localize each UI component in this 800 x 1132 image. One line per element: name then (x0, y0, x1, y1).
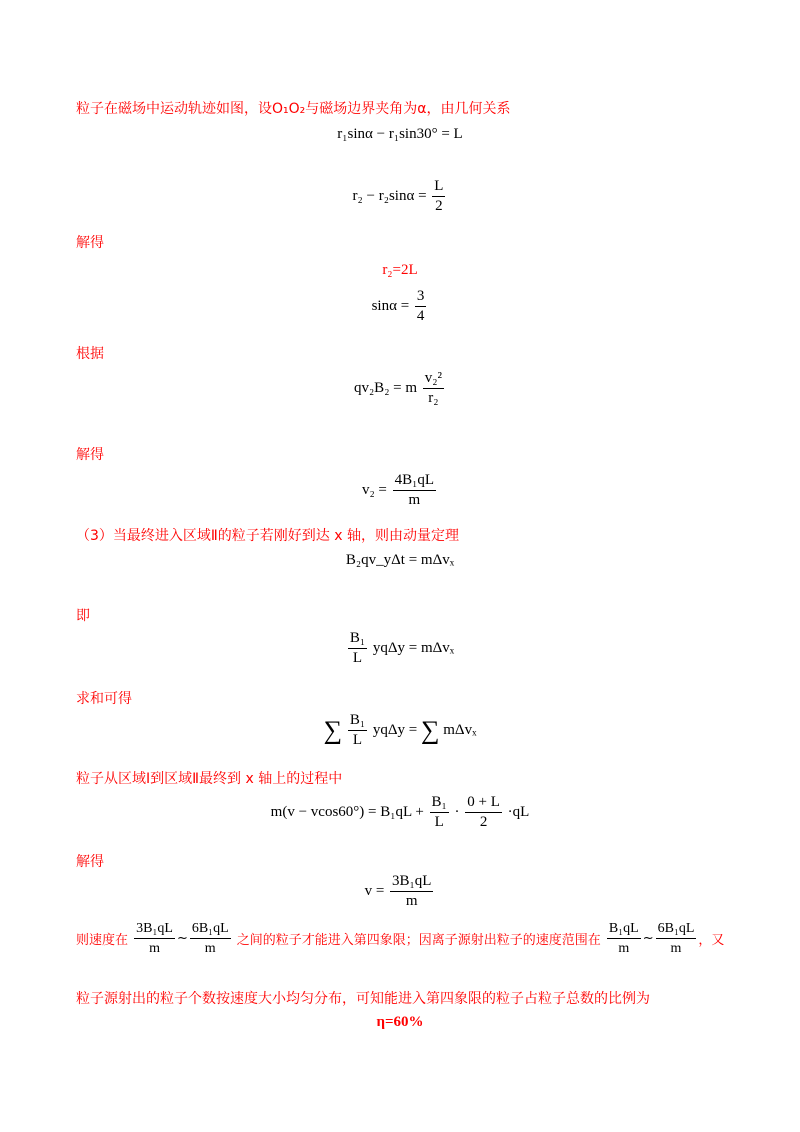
eta-result: η=60% (376, 1014, 424, 1030)
energy-fraction-2 (465, 794, 502, 831)
energy-denominator-2: 2 (479, 814, 488, 830)
v-numerator: 3B₁qL (390, 873, 433, 892)
velocity-range-line (76, 920, 724, 957)
v-denominator: m (405, 893, 418, 909)
ji-right: yqΔy = mΔvₓ (372, 640, 455, 656)
according-label: 根据 (76, 346, 104, 362)
range-tilde-2: ~ (642, 931, 654, 946)
energy-left: m(v − vcos60°) = B₁qL + (270, 804, 424, 820)
range-fraction-4 (656, 920, 697, 957)
energy-right: ·qL (507, 804, 530, 820)
force-fraction (423, 370, 444, 407)
energy-dot: · (454, 804, 460, 820)
equation-ji (0, 630, 800, 667)
ji-denominator: L (352, 650, 363, 666)
ji-label: 即 (76, 608, 90, 624)
equation-sum (0, 712, 800, 749)
force-denominator: r₂ (428, 390, 439, 406)
process-text: 粒子从区域Ⅰ到区域Ⅱ最终到 x 轴上的过程中 (76, 771, 343, 787)
solve-label-3: 解得 (76, 854, 104, 870)
intro-text: 粒子在磁场中运动轨迹如图，设O₁O₂与磁场边界夹角为α，由几何关系 (76, 101, 511, 117)
eq2-fraction (432, 178, 445, 215)
equation-energy (0, 794, 800, 831)
energy-numerator-1: B₁ (430, 794, 449, 813)
equation-geometry-2 (0, 178, 800, 215)
range-tilde-1: ~ (176, 931, 188, 946)
sin-denominator: 4 (416, 308, 425, 324)
equation-lorentz (0, 370, 800, 407)
range-denominator-1: m (149, 941, 160, 956)
range-fraction-2 (190, 920, 231, 957)
range-numerator-4: 6B₁qL (656, 920, 697, 939)
sum-mid: yqΔy = (372, 722, 418, 738)
energy-fraction-1 (430, 794, 449, 831)
v-left: v = (364, 883, 385, 899)
eq2-numerator: L (432, 178, 445, 197)
sum-fraction (348, 712, 367, 749)
range-denominator-3: m (618, 941, 630, 956)
ji-numerator: B₁ (348, 630, 367, 649)
v2-denominator: m (408, 492, 421, 508)
v2-numerator: 4B₁qL (393, 472, 436, 491)
eq2-denominator: 2 (435, 198, 443, 214)
sin-numerator: 3 (415, 288, 427, 307)
range-denominator-4: m (670, 941, 682, 956)
sum-numerator: B₁ (348, 712, 367, 731)
r2-result: r₂=2L (382, 262, 418, 278)
eq2-left: r₂ − r₂sinα = (352, 188, 427, 204)
sum-symbol-1: ∑ (323, 715, 343, 745)
force-numerator: v₂² (423, 370, 444, 389)
solve-label-1: 解得 (76, 235, 104, 251)
range-numerator-1: 3B₁qL (134, 920, 175, 939)
range-fraction-1 (134, 920, 175, 957)
conclusion-text: 粒子源射出的粒子个数按速度大小均匀分布，可知能进入第四象限的粒子占粒子总数的比例为 (76, 991, 650, 1007)
sum-right: mΔvₓ (443, 722, 477, 738)
v2-left: v₂ = (361, 482, 387, 498)
equation-v2 (0, 472, 800, 509)
equation-geometry-1: r₁sinα − r₁sin30° = L (337, 126, 463, 142)
force-left: qv₂B₂ = m (353, 380, 418, 396)
range-fraction-3 (607, 920, 641, 957)
solve-label-2: 解得 (76, 447, 104, 463)
equation-v (0, 873, 800, 910)
part3-text: （3）当最终进入区域Ⅱ的粒子若刚好到达 x 轴，则由动量定理 (76, 528, 459, 544)
energy-numerator-2: 0 + L (465, 794, 502, 813)
range-numerator-2: 6B₁qL (190, 920, 231, 939)
sum-label: 求和可得 (76, 691, 132, 707)
sum-symbol-2: ∑ (420, 715, 440, 745)
range-numerator-3: B₁qL (607, 920, 641, 939)
sum-denominator: L (352, 732, 363, 748)
energy-denominator-1: L (434, 814, 444, 830)
equation-sin-alpha (0, 288, 800, 325)
v-fraction (390, 873, 433, 910)
range-denominator-2: m (204, 941, 216, 956)
range-suffix: ，又 (698, 933, 725, 948)
sin-fraction (415, 288, 427, 325)
sin-left: sinα = (371, 298, 410, 314)
range-middle-text: 之间的粒子才能进入第四象限；因离子源射出粒子的速度范围在 (236, 933, 601, 948)
range-prefix: 则速度在 (76, 933, 129, 948)
v2-fraction (393, 472, 436, 509)
ji-fraction (348, 630, 367, 667)
equation-impulse: B₂qv_yΔt = mΔvₓ (345, 552, 455, 568)
